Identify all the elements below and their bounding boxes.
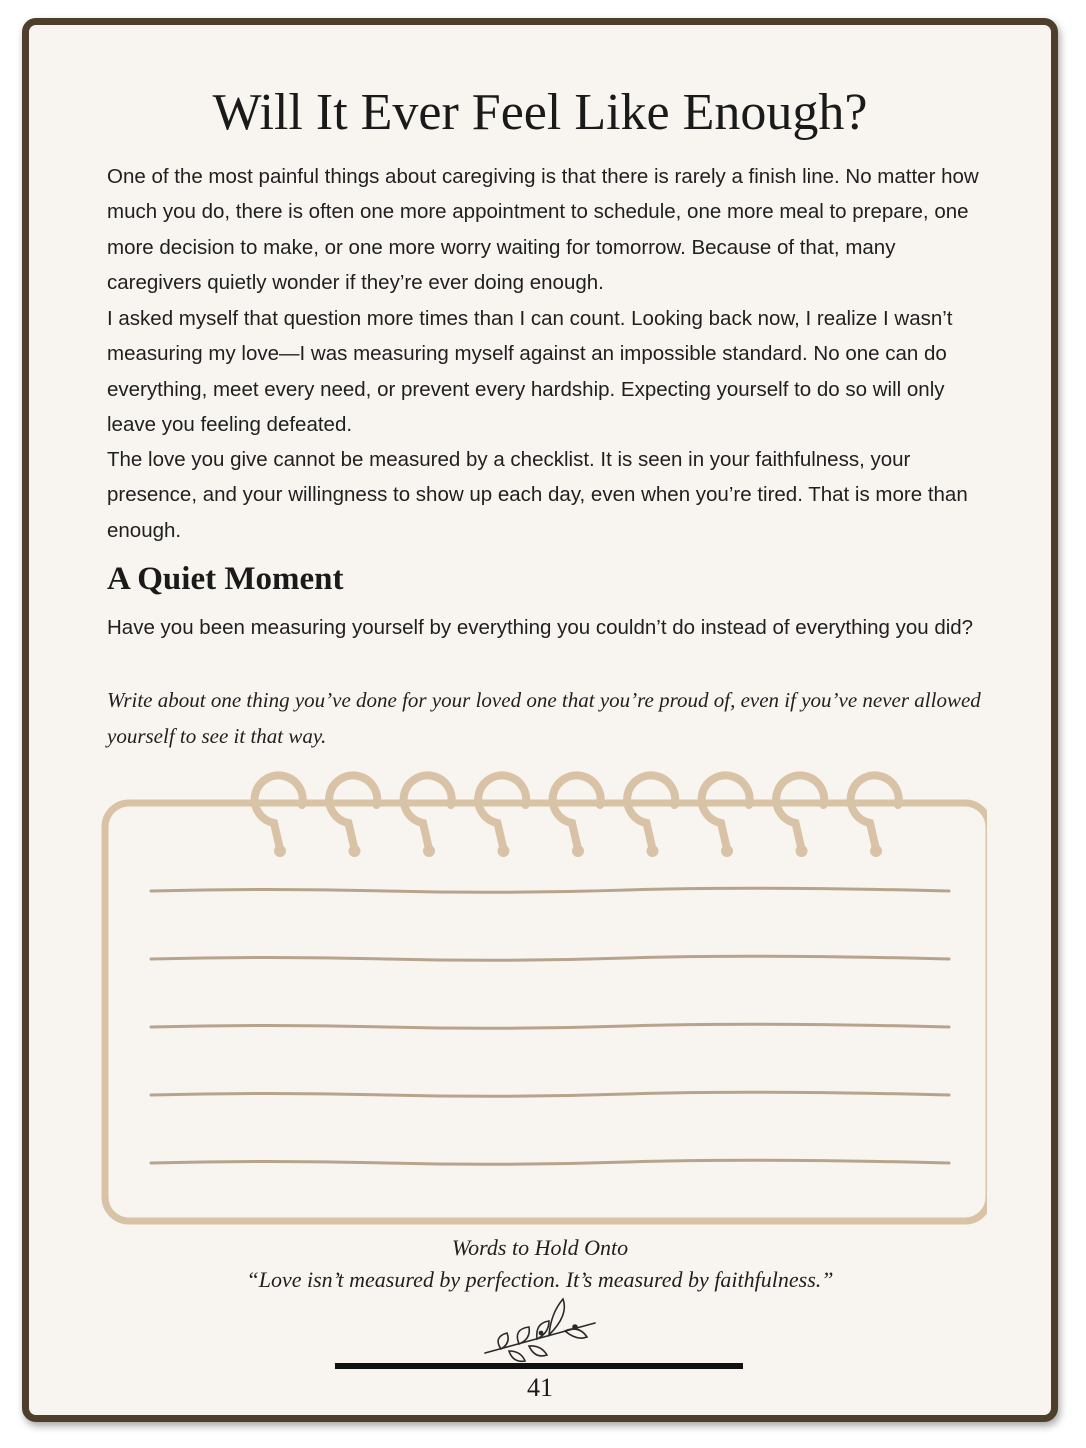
spiral-hole [721, 845, 733, 857]
writing-line [151, 1024, 949, 1028]
spiral-rings [255, 775, 899, 857]
writing-line [151, 1160, 949, 1164]
spiral-hole [647, 845, 659, 857]
journal-notepad [87, 763, 987, 1233]
spiral-ring [404, 775, 452, 849]
closing-title: Words to Hold Onto [451, 1235, 629, 1260]
reflection-question: Have you been measuring yourself by everything you couldn’t do instead of everything you did? [107, 616, 974, 639]
spiral-ring [553, 775, 601, 849]
page [22, 18, 1058, 1422]
leaf-sprig-icon [479, 1293, 599, 1367]
closing-quote: “Love isn’t measured by perfection. It’s measured by faithfulness.” [246, 1267, 834, 1292]
spiral-ring [851, 775, 899, 849]
page-number: 41 [527, 1373, 553, 1402]
spiral-hole [349, 845, 361, 857]
spiral-hole [498, 845, 510, 857]
spiral-ring [702, 775, 750, 849]
spiral-hole [423, 845, 435, 857]
page-title: Will It Ever Feel Like Enough? [212, 84, 868, 141]
spiral-hole [870, 845, 882, 857]
spiral-ring [255, 775, 303, 849]
writing-line [151, 956, 949, 960]
journal-prompt: Write about one thing you’ve done for your loved one that you’re proud of, even if you’ve never allowed yourself to see it that way. [107, 688, 981, 748]
writing-line [151, 888, 949, 892]
spiral-hole [796, 845, 808, 857]
notepad-frame [105, 803, 987, 1221]
spiral-ring [329, 775, 377, 849]
spiral-ring [627, 775, 675, 849]
quiet-moment-heading: A Quiet Moment [107, 561, 344, 597]
spiral-hole [274, 845, 286, 857]
paragraph-2: I asked myself that question more times than I can count. Looking back now, I realize I wasn’t measuring my love—I was measuring myself against an impossible standard. No one can do everything, meet every need, or prevent every hardship. Expecting yourself to do so will only leave you feeling defeated. [107, 307, 953, 436]
paragraph-3: The love you give cannot be measured by a checklist. It is seen in your faithfulness, your presence, and your willingness to show up each day, even when you’re tired. That is more than enough. [107, 448, 968, 542]
spiral-ring [478, 775, 526, 849]
footer-rule [335, 1363, 743, 1369]
spiral-ring [776, 775, 824, 849]
writing-line [151, 1092, 949, 1096]
paragraph-1: One of the most painful things about caregiving is that there is rarely a finish line. No matter how much you do, there is often one more appointment to schedule, one more meal to prepare, one more decision to make, or one more worry waiting for tomorrow. Because of that, many caregivers quietly wonder if they’re ever doing enough. [107, 165, 979, 294]
writing-lines [151, 888, 949, 1164]
spiral-hole [572, 845, 584, 857]
